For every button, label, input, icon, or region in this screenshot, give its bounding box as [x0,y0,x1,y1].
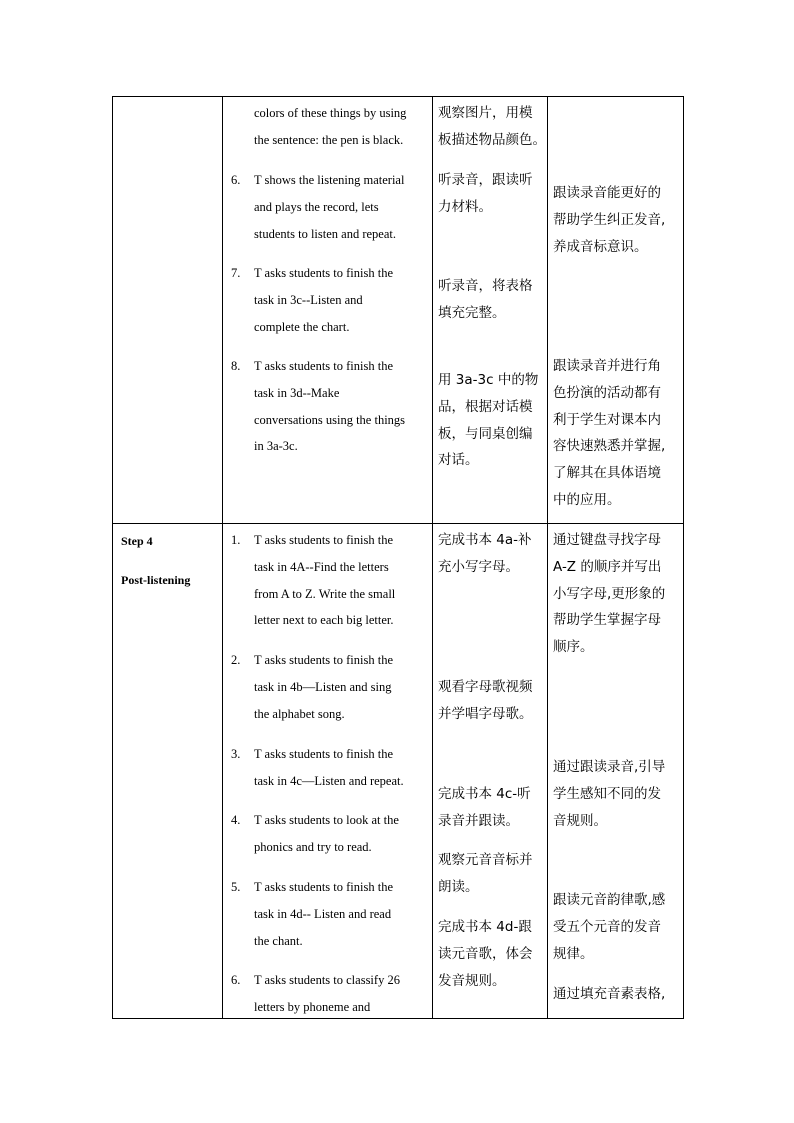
table-row [113,97,684,524]
purpose-cell [548,524,684,1019]
purpose-text: 通过跟读录音,引导 学生感知不同的发 音规则。 [553,759,666,829]
purpose-text: 跟读录音并进行角 色扮演的活动都有 利于学生对课本内 容快速熟悉并掌握, 了解其在具体语境 中的应用。 [553,358,666,508]
step-cell [113,524,223,1019]
purpose-text: 跟读录音能更好的 帮助学生纠正发音, 养成音标意识。 [553,185,666,255]
activity-text: 完成书本 4d-跟 读元音歌，体会 发音规则。 [438,919,533,989]
activity-text: 完成书本 4c-听 录音并跟读。 [438,786,531,829]
phase-label: Post-listening [121,573,191,587]
table-row [113,524,684,1019]
purpose-cell [548,97,684,524]
purpose-text: 通过填充音素表格, [553,986,666,1002]
activity-text: 观察图片，用模 板描述物品颜色。 [438,105,546,148]
activity-text: 听录音，将表格 填充完整。 [438,278,533,321]
step-cell [113,97,223,524]
lesson-plan-table [112,96,684,1019]
activity-text: 听录音，跟读听 力材料。 [438,172,533,215]
step-label: Step 4 [121,534,153,548]
teacher-activities-cell: colors of these things by using the sentence: the pen is black. 6. T shows the listening material and plays the record, lets students to listen and repeat. 7. T asks students to finish the task in 3c--Listen and complete the chart. 8. T asks students to finish the task in 3d--Make conversations using the things in 3a-3c. [223,97,433,524]
activity-text: 观察元音音标并 朗读。 [438,852,533,895]
activity-text: 观看字母歌视频 并学唱字母歌。 [438,679,533,722]
purpose-text: 通过键盘寻找字母 A-Z 的顺序并写出 小写字母,更形象的 帮助学生掌握字母 顺序。 [553,532,666,656]
activity-text: 用 3a-3c 中的物 品，根据对话模 板，与同桌创编 对话。 [438,372,539,469]
purpose-text: 跟读元音韵律歌,感 受五个元音的发音 规律。 [553,892,666,962]
teacher-activities-cell: 1. T asks students to finish the task in 4A--Find the letters from A to Z. Write the small letter next to each big letter. 2. T asks students to finish the task in 4b—Listen and sing the alphabet song. 3. T asks students to finish the task in 4c—Listen and repeat. 4. T asks students to look at the phonics and try to read. 5. T asks students to finish the task in 4d-- Listen and read the chant. 6. T asks students to classify 26 letters by phoneme and [223,524,433,1019]
student-activities-cell [433,524,548,1019]
student-activities-cell [433,97,548,524]
activity-text: 完成书本 4a-补 充小写字母。 [438,532,532,575]
